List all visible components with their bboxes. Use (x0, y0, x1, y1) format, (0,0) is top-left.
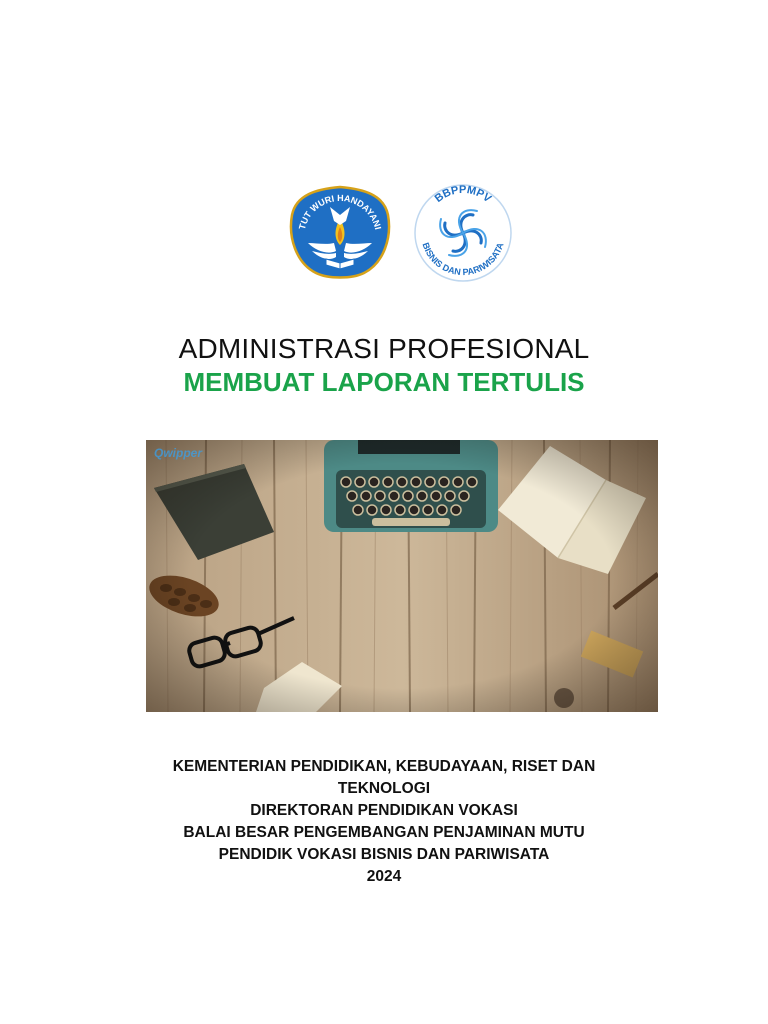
publisher-block (0, 756, 768, 888)
desk-illustration (146, 440, 658, 712)
photo-watermark: Qwipper (154, 446, 203, 460)
publisher-line: PENDIDIK VOKASI BISNIS DAN PARIWISATA (218, 846, 550, 863)
cover-photo (146, 440, 658, 712)
tut-wuri-handayani-logo (286, 185, 394, 281)
publisher-line: BALAI BESAR PENGEMBANGAN PENJAMINAN MUTU (183, 824, 585, 841)
publisher-line: TEKNOLOGI (337, 780, 431, 797)
bisnis-pariwisata-text: BISNIS DAN PARIWISATA (420, 241, 506, 278)
title-subject: ADMINISTRASI PROFESIONAL (178, 333, 590, 364)
bbppmpv-logo (407, 183, 519, 283)
tut-wuri-text: TUT WURI HANDAYANI (296, 192, 384, 231)
publisher-line: DIREKTORAN PENDIDIKAN VOKASI (250, 802, 518, 819)
bbppmpv-text: BBPPMPV (432, 183, 494, 206)
publication-year: 2024 (366, 868, 402, 885)
publisher-line: KEMENTERIAN PENDIDIKAN, KEBUDAYAAN, RISET DAN (172, 758, 596, 775)
logos-row (0, 185, 768, 285)
title-topic: MEMBUAT LAPORAN TERTULIS (183, 367, 585, 397)
